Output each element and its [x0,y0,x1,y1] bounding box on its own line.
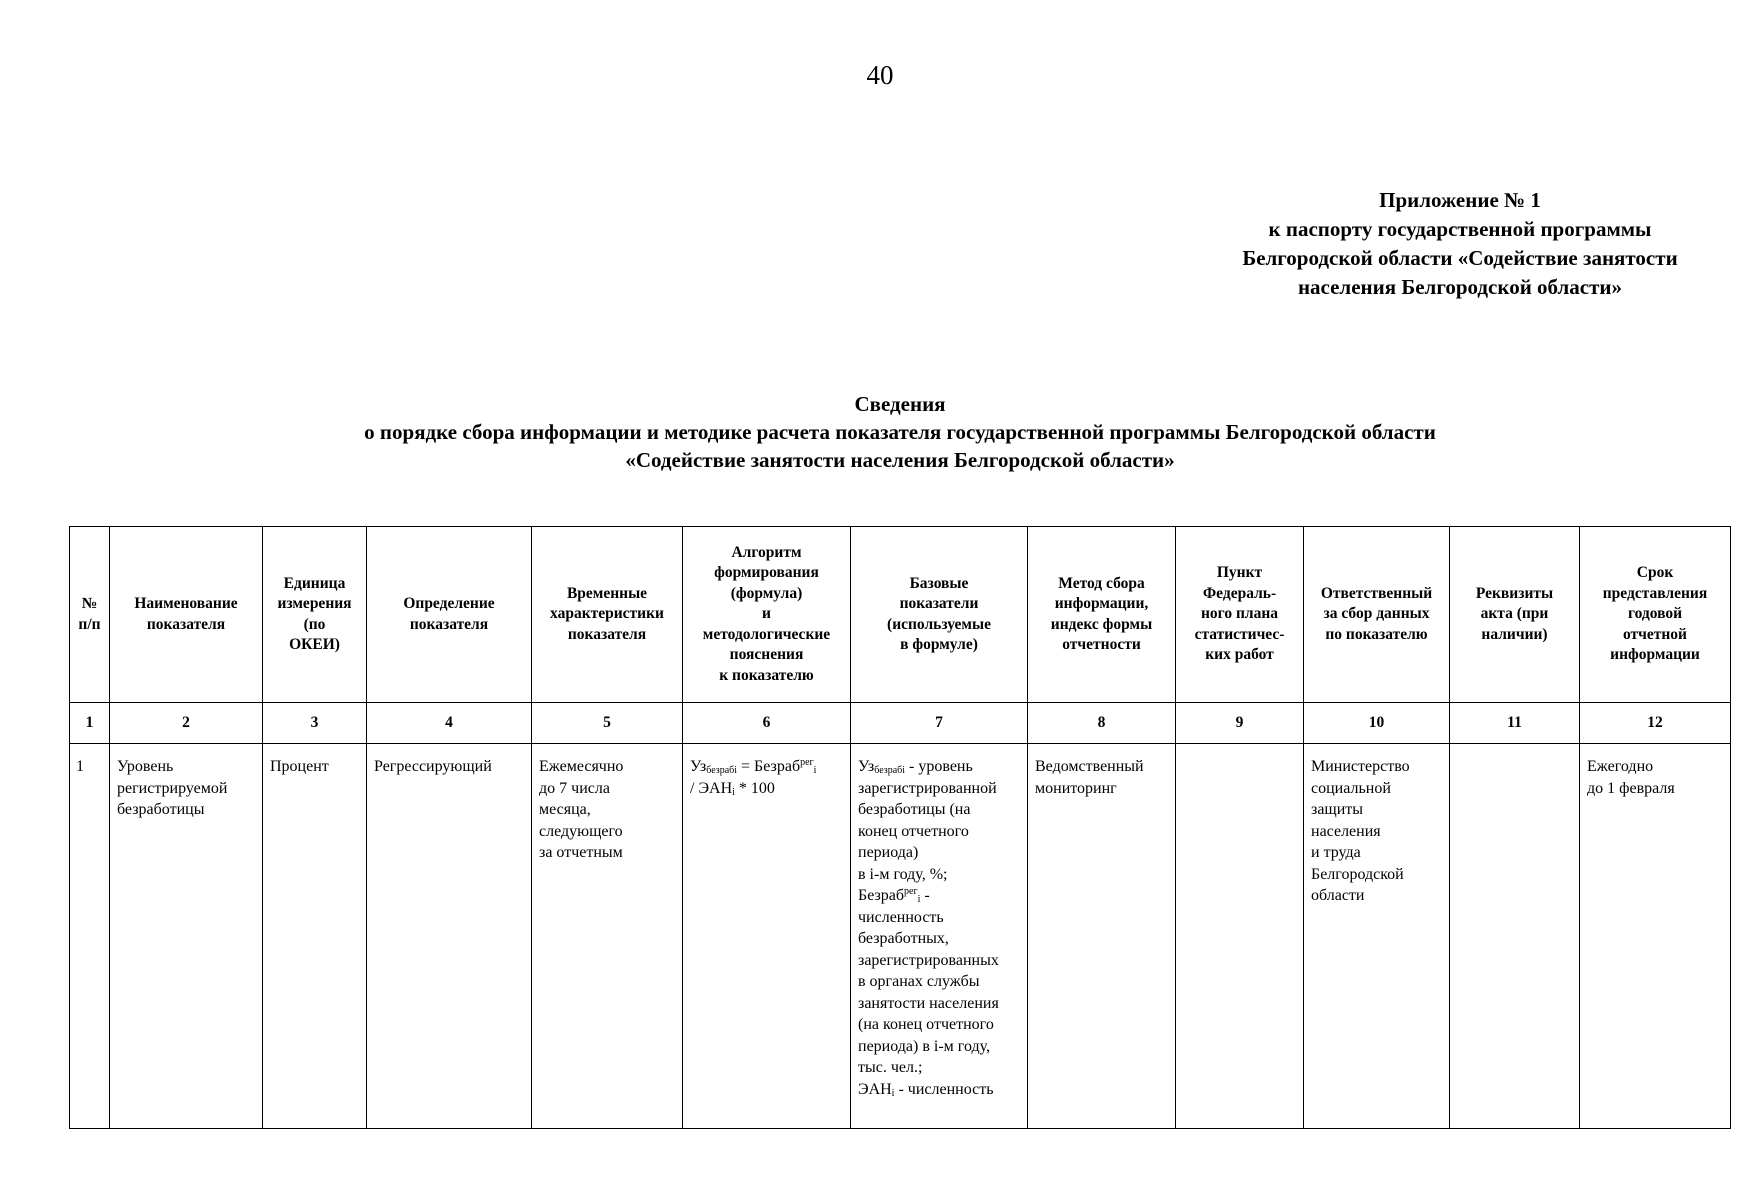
header-cell-name: Наименование показателя [110,527,263,703]
column-number: 11 [1450,703,1580,744]
document-title [200,390,1600,474]
appendix-line: Белгородской области «Содействие занятости [1242,246,1678,270]
header-cell-definition: Определение показателя [367,527,532,703]
column-number: 2 [110,703,263,744]
header-cell-base: Базовые показатели (используемые в формуле) [851,527,1028,703]
cell-responsible: Министерство социальной защиты населения и труда Белгородской области [1304,744,1450,1129]
cell-base-indicators: $Уз_{безрабi}$ - уровень зарегистрированной безработицы (на конец отчетного периода) в i-м году, %; Безраб$^{рег}_i$ - численность безработных, зарегистрированных в органах службы занятости населения (на конец отчетного периода) в i-м году, тыс. чел.; $ЭАН_i$ - численность [851,744,1028,1129]
cell-time-characteristics: Ежемесячно до 7 числа месяца, следующего за отчетным [532,744,683,1129]
header-cell-time: Временные характеристики показателя [532,527,683,703]
cell-definition: Регрессирующий [367,744,532,1129]
cell-row-number: 1 [70,744,110,1129]
cell-formula [683,744,851,1129]
column-number: 12 [1580,703,1731,744]
column-number: 9 [1176,703,1304,744]
appendix-line: к паспорту государственной программы [1268,217,1652,241]
header-cell-method: Метод сбора информации, индекс формы отчетности [1028,527,1176,703]
appendix-line: Приложение № 1 [1379,188,1541,212]
column-number: 10 [1304,703,1450,744]
column-number: 6 [683,703,851,744]
appendix-header [1180,186,1740,302]
header-cell-responsible: Ответственный за сбор данных по показателю [1304,527,1450,703]
column-number-row [70,703,1731,744]
title-line: о порядке сбора информации и методике расчета показателя государственной программы Белгородской области [364,420,1436,444]
column-number: 7 [851,703,1028,744]
cell-unit: Процент [263,744,367,1129]
appendix-line: населения Белгородской области» [1297,275,1623,299]
header-cell-num: № п/п [70,527,110,703]
header-cell-unit: Единица измерения (по ОКЕИ) [263,527,367,703]
page-number: 40 [866,60,894,90]
cell-deadline: Ежегодно до 1 февраля [1580,744,1731,1129]
header-cell-formula: Алгоритм формирования (формула) и методологические пояснения к показателю [683,527,851,703]
column-number: 4 [367,703,532,744]
column-number: 5 [532,703,683,744]
table-row [70,744,1731,1129]
title-line: «Содействие занятости населения Белгородской области» [625,448,1175,472]
column-number: 3 [263,703,367,744]
cell-method: Ведомственный мониторинг [1028,744,1176,1129]
header-cell-plan-item: Пункт Федераль- ного плана статистичес- ких работ [1176,527,1304,703]
cell-act [1450,744,1580,1129]
column-number: 1 [70,703,110,744]
column-number: 8 [1028,703,1176,744]
header-cell-deadline: Срок представления годовой отчетной информации [1580,527,1731,703]
header-row [70,527,1731,703]
formula-line: / $ЭАН_i * 100$ [690,779,775,798]
cell-plan-item [1176,744,1304,1129]
cell-indicator-name: Уровень регистрируемой безработицы [110,744,263,1129]
formula-line: $Уз_{безрабi}$ = Безраб$^{рег}_i$ [690,757,817,776]
indicator-table [69,526,1731,1129]
header-cell-act: Реквизиты акта (при наличии) [1450,527,1580,703]
title-line: Сведения [854,392,946,416]
